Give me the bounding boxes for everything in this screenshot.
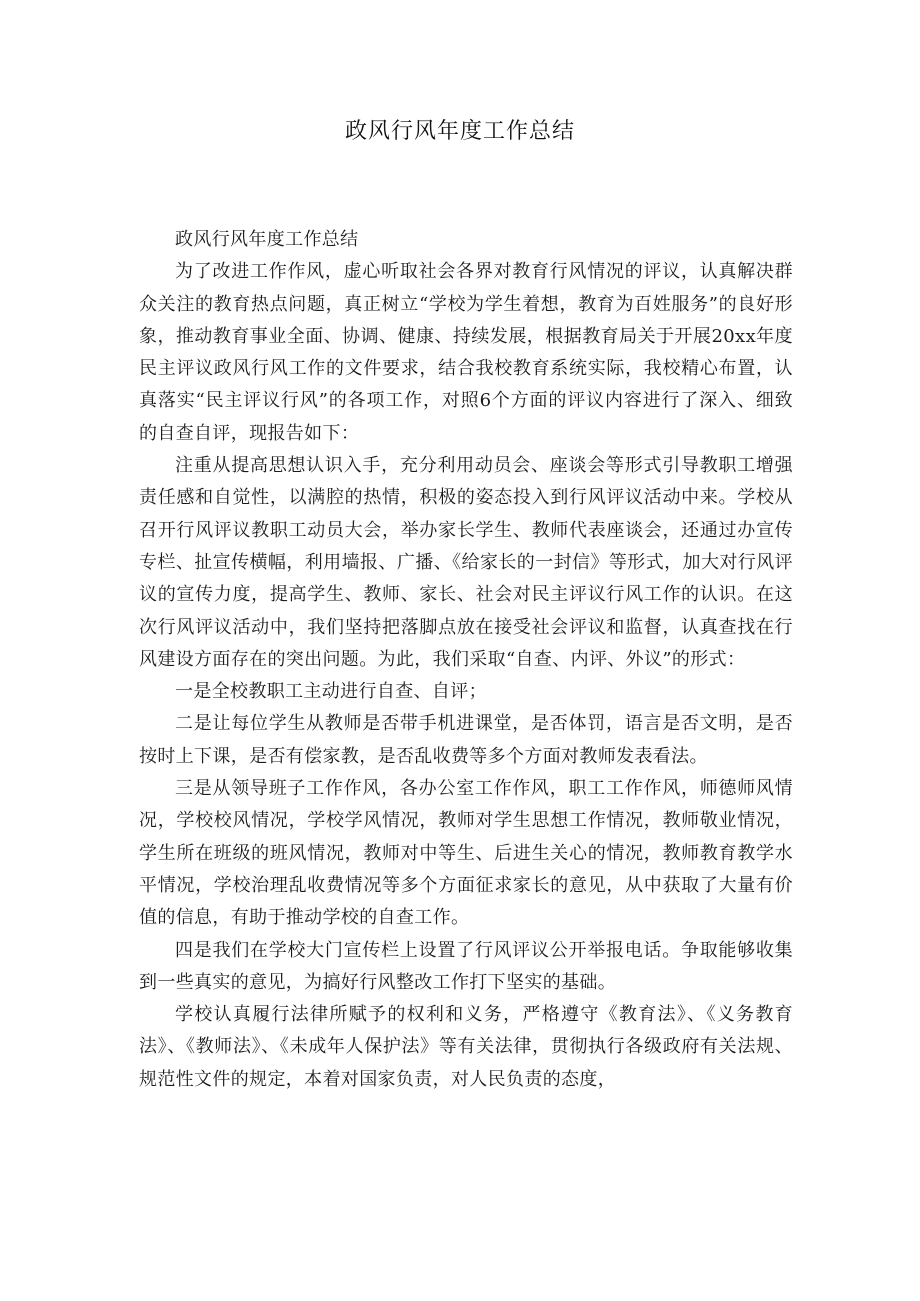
paragraph-item-3: 三是从领导班子工作作风，各办公室工作作风，职工工作作风，师德师风情况，学校校风情况，学校学风情况，教师对学生思想工作情况，教师敬业情况，学生所在班级的班风情况，教师对中等生、后进生关心的情况，教师教育教学水平情况，学校治理乱收费情况等多个方面征求家长的意见，从中获取了大量有价值的信息，有助于推动学校的自查工作。: [139, 778, 793, 929]
document-body: [139, 224, 793, 1096]
paragraph-subtitle: 政风行风年度工作总结: [175, 229, 359, 250]
paragraph-item-2: 二是让每位学生从教师是否带手机进课堂，是否体罚，语言是否文明，是否按时上下课，是否有偿家教，是否乱收费等多个方面对教师发表看法。: [139, 713, 793, 767]
paragraph-awareness: 注重从提高思想认识入手，充分利用动员会、座谈会等形式引导教职工增强责任感和自觉性，以满腔的热情，积极的姿态投入到行风评议活动中来。学校从召开行风评议教职工动员大会，举办家长学生、教师代表座谈会，还通过办宣传专栏、扯宣传横幅，利用墙报、广播、《给家长的一封信》等形式，加大对行风评议的宣传力度，提高学生、教师、家长、社会对民主评议行风工作的认识。在这次行风评议活动中，我们坚持把落脚点放在接受社会评议和监督，认真查找在行风建设方面存在的突出问题。为此，我们采取“自查、内评、外议”的形式：: [139, 455, 793, 670]
document-title: 政风行风年度工作总结: [344, 119, 575, 144]
paragraph-item-1: 一是全校教职工主动进行自查、自评；: [175, 681, 487, 703]
paragraph-law: 学校认真履行法律所赋予的权利和义务，严格遵守《教育法》、《义务教育法》、《教师法》、《未成年人保护法》等有关法律，贯彻执行各级政府有关法规、规范性文件的规定，本着对国家负责，对人民负责的态度，: [139, 1004, 793, 1090]
paragraph-item-4: 四是我们在学校大门宣传栏上设置了行风评议公开举报电话。争取能够收集到一些真实的意见，为搞好行风整改工作打下坚实的基础。: [139, 939, 793, 993]
paragraph-intro: 为了改进工作作风，虚心听取社会各界对教育行风情况的评议，认真解决群众关注的教育热点问题，真正树立“学校为学生着想，教育为百姓服务”的良好形象，推动教育事业全面、协调、健康、持续发展，根据教育局关于开展20xx年度民主评议政风行风工作的文件要求，结合我校教育系统实际，我校精心布置，认真落实“民主评议行风”的各项工作，对照6个方面的评议内容进行了深入、细致的自查自评，现报告如下：: [139, 261, 793, 444]
